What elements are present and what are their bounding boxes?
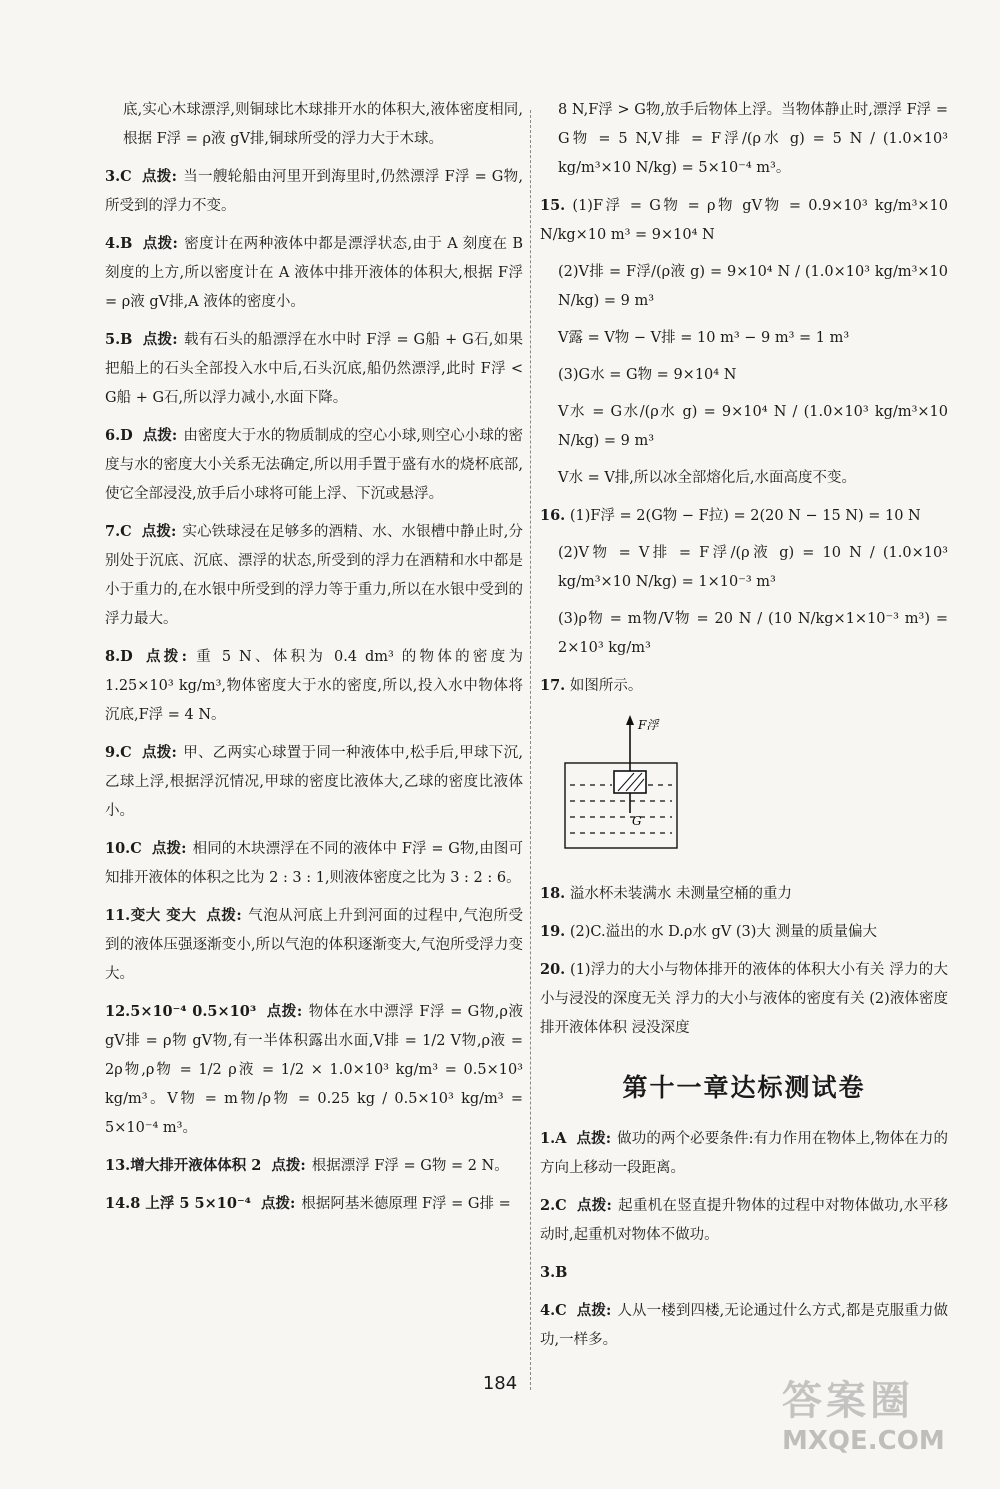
answer-text: 载有石头的船漂浮在水中时 F浮 = G船 + G石,如果把船上的石头全部投入水中后,石头沉底,船仍然漂浮,此时 F浮 < G船 + G石,所以浮力减小,水面下降。	[105, 332, 523, 406]
arrowhead	[626, 715, 634, 725]
answer-text: (3)G水 = G物 = 9×10⁴ N	[558, 367, 737, 383]
answer-item	[105, 96, 523, 154]
answer-item	[105, 517, 523, 634]
answer-text: (1)浮力的大小与物体排开的液体的体积大小有关 浮力的大小与浸没的深度无关 浮力的大小与液体的密度有关 (2)液体密度 排开液体体积 浸没深度	[540, 962, 949, 1036]
answer-text: 当一艘轮船由河里开到海里时,仍然漂浮 F浮 = G物,所受到的浮力不变。	[105, 169, 523, 214]
answer-item	[105, 834, 523, 893]
answer-item	[540, 398, 948, 456]
answer-text: V水 = V排,所以冰全部熔化后,水面高度不变。	[558, 470, 857, 486]
column-divider	[530, 110, 531, 1390]
watermark-url: MXQE.COM	[782, 1426, 945, 1456]
answer-item	[105, 901, 523, 989]
answer-text: (3)ρ物 = m物/V物 = 20 N / (10 N/kg×1×10⁻³ m³) = 2×10³ kg/m³	[558, 611, 948, 656]
answer-item	[540, 96, 948, 183]
answer-item	[540, 464, 948, 493]
answer-item	[540, 879, 948, 909]
answer-text: 底,实心木球漂浮,则铜球比木球排开水的体积大,液体密度相同,根据 F浮 = ρ液 gV排,铜球所受的浮力大于木球。	[123, 102, 523, 147]
answer-item	[540, 258, 948, 316]
answer-item	[540, 955, 948, 1043]
answer-item	[105, 997, 523, 1143]
hint-label: 点拨:	[142, 427, 178, 444]
answer-text: (2)V物 = V排 = F浮/(ρ液 g) = 10 N / (1.0×10³ kg/m³×10 N/kg) = 1×10⁻³ m³	[558, 545, 948, 590]
question-number: 3.B	[540, 1264, 568, 1281]
hint-label: 点拨:	[142, 648, 187, 665]
question-number: 6.D	[105, 427, 133, 444]
answer-text: (1)F浮 = G物 = ρ物 gV物 = 0.9×10³ kg/m³×10 N/kg×10 m³ = 9×10⁴ N	[540, 198, 948, 243]
answer-text: 重 5 N、体积为 0.4 dm³ 的物体的密度为 1.25×10³ kg/m³,物体密度大于水的密度,所以,投入水中物体将沉底,F浮 = 4 N。	[105, 649, 523, 723]
answer-item	[105, 325, 523, 413]
question-number: 11.变大 变大	[105, 907, 197, 924]
answer-item	[540, 191, 948, 250]
answer-item	[540, 1124, 948, 1183]
answer-text: 密度计在两种液体中都是漂浮状态,由于 A 刻度在 B 刻度的上方,所以密度计在 A 液体中排开液体的体积大,根据 F浮 = ρ液 gV排,A 液体的密度小。	[105, 236, 523, 310]
question-number: 12.5×10⁻⁴ 0.5×10³	[105, 1003, 257, 1020]
hint-label: 点拨:	[141, 744, 177, 761]
answer-item	[540, 1191, 948, 1250]
watermark-text: 答案圈	[782, 1378, 914, 1424]
hint-label: 点拨:	[576, 1130, 612, 1147]
question-number: 2.C	[540, 1197, 567, 1214]
answer-text: V水 = G水/(ρ水 g) = 9×10⁴ N / (1.0×10³ kg/m³×10 N/kg) = 9 m³	[558, 404, 948, 449]
hint-label: 点拨:	[151, 840, 187, 857]
question-number: 19.	[540, 923, 566, 940]
buoyant-force-label: F浮	[638, 718, 659, 732]
watermark	[782, 1369, 982, 1479]
answer-text: 气泡从河底上升到河面的过程中,气泡所受到的液体压强逐渐变小,所以气泡的体积逐渐变大,气泡所受浮力变大。	[105, 908, 524, 982]
question-number: 17.	[540, 677, 566, 694]
answer-text: 根据漂浮 F浮 = G物 = 2 N。	[311, 1158, 509, 1174]
question-number: 10.C	[105, 840, 142, 857]
question-number: 1.A	[540, 1130, 567, 1147]
right-column	[540, 96, 948, 1363]
answer-item	[105, 162, 523, 221]
answer-text: 甲、乙两实心球置于同一种液体中,松手后,甲球下沉,乙球上浮,根据浮沉情况,甲球的密度比液体大,乙球的密度比液体小。	[105, 745, 524, 819]
question-number: 14.8 上浮 5 5×10⁻⁴	[105, 1195, 251, 1212]
answer-text: 根据阿基米德原理 F浮 = G排 =	[301, 1196, 511, 1212]
hint-label: 点拨:	[271, 1157, 306, 1174]
answer-item	[105, 1189, 523, 1219]
answer-item	[105, 229, 523, 317]
answer-item	[540, 1296, 948, 1355]
hint-label: 点拨:	[260, 1195, 296, 1212]
answer-text: 溢水杯未装满水 未测量空桶的重力	[569, 886, 792, 902]
answer-text: 做功的两个必要条件:有力作用在物体上,物体在力的方向上移动一段距离。	[540, 1131, 948, 1176]
answer-text: 如图所示。	[569, 678, 643, 694]
answer-item	[540, 671, 948, 701]
answer-text: 相同的木块漂浮在不同的液体中 F浮 = G物,由图可知排开液体的体积之比为 2 : 3 : 1,则液体密度之比为 3 : 2 : 6。	[105, 841, 523, 886]
question-number: 13.增大排开液体体积 2	[105, 1157, 262, 1174]
question-number: 9.C	[105, 744, 132, 761]
answer-text: (1)F浮 = 2(G物 − F拉) = 2(20 N − 15 N) = 10 N	[569, 508, 921, 524]
answer-item	[105, 1151, 523, 1181]
answer-item	[540, 1258, 948, 1288]
gravity-label: G	[632, 814, 642, 828]
answer-text: (2)V排 = F浮/(ρ液 g) = 9×10⁴ N / (1.0×10³ kg/m³×10 N/kg) = 9 m³	[558, 264, 948, 309]
answer-item	[540, 361, 948, 390]
hint-label: 点拨:	[206, 907, 242, 924]
answer-item	[105, 738, 523, 826]
question-number: 4.B	[105, 235, 133, 252]
question-number: 15.	[540, 197, 566, 214]
answer-text: 8 N,F浮 > G物,放手后物体上浮。当物体静止时,漂浮 F浮 = G物 = 5 N,V排 = F浮/(ρ水 g) = 5 N / (1.0×10³ kg/m³×10 N/kg) = 5×10⁻⁴ m³。	[558, 102, 948, 176]
left-column	[105, 96, 523, 1227]
question-number: 8.D	[105, 648, 133, 665]
hint-label: 点拨:	[141, 523, 177, 540]
hint-label: 点拨:	[142, 331, 178, 348]
answer-item	[105, 642, 523, 730]
answer-text: V露 = V物 − V排 = 10 m³ − 9 m³ = 1 m³	[558, 330, 850, 346]
question-number: 18.	[540, 885, 566, 902]
answer-item	[540, 501, 948, 531]
buoyancy-figure	[560, 713, 680, 858]
question-number: 20.	[540, 961, 566, 978]
hint-label: 点拨:	[576, 1197, 612, 1214]
answer-item	[540, 605, 948, 663]
answer-item	[540, 324, 948, 353]
hint-label: 点拨:	[141, 168, 177, 185]
answer-text: 物体在水中漂浮 F浮 = G物,ρ液 gV排 = ρ物 gV物,有一半体积露出水面,V排 = 1/2 V物,ρ液 = 2ρ物,ρ物 = 1/2 ρ液 = 1/2 × 1.0×10³ kg/m³ = 0.5×10³ kg/m³。V物 = m物/ρ物 = 0.25 kg / 0.5×10³ kg/m³ = 5×10⁻⁴ m³。	[105, 1004, 523, 1136]
page-number: 184	[482, 1373, 518, 1394]
answer-item	[540, 917, 948, 947]
answer-text: 人从一楼到四楼,无论通过什么方式,都是克服重力做功,一样多。	[540, 1303, 948, 1348]
hint-label: 点拨:	[266, 1003, 303, 1020]
hint-label: 点拨:	[576, 1302, 612, 1319]
answer-text: 起重机在竖直提升物体的过程中对物体做功,水平移动时,起重机对物体不做功。	[540, 1198, 948, 1243]
question-number: 5.B	[105, 331, 133, 348]
question-number: 7.C	[105, 523, 132, 540]
answer-text: 实心铁球浸在足够多的酒精、水、水银槽中静止时,分别处于沉底、沉底、漂浮的状态,所受到的浮力在酒精和水中都是小于重力的,在水银中所受到的浮力等于重力,所以在水银中受到的浮力最大。	[105, 524, 523, 627]
question-number: 4.C	[540, 1302, 567, 1319]
answer-item	[540, 539, 948, 597]
hint-label: 点拨:	[142, 235, 178, 252]
question-number: 16.	[540, 507, 566, 524]
question-number: 3.C	[105, 168, 132, 185]
chapter-title: 第十一章达标测试卷	[622, 1073, 866, 1102]
answer-item	[105, 421, 523, 509]
answer-text: 由密度大于水的物质制成的空心小球,则空心小球的密度与水的密度大小关系无法确定,所以用手置于盛有水的烧杯底部,使它全部浸没,放手后小球将可能上浮、下沉或悬浮。	[105, 428, 523, 502]
answer-text: (2)C.溢出的水 D.ρ水 gV (3)大 测量的质量偏大	[569, 924, 878, 940]
